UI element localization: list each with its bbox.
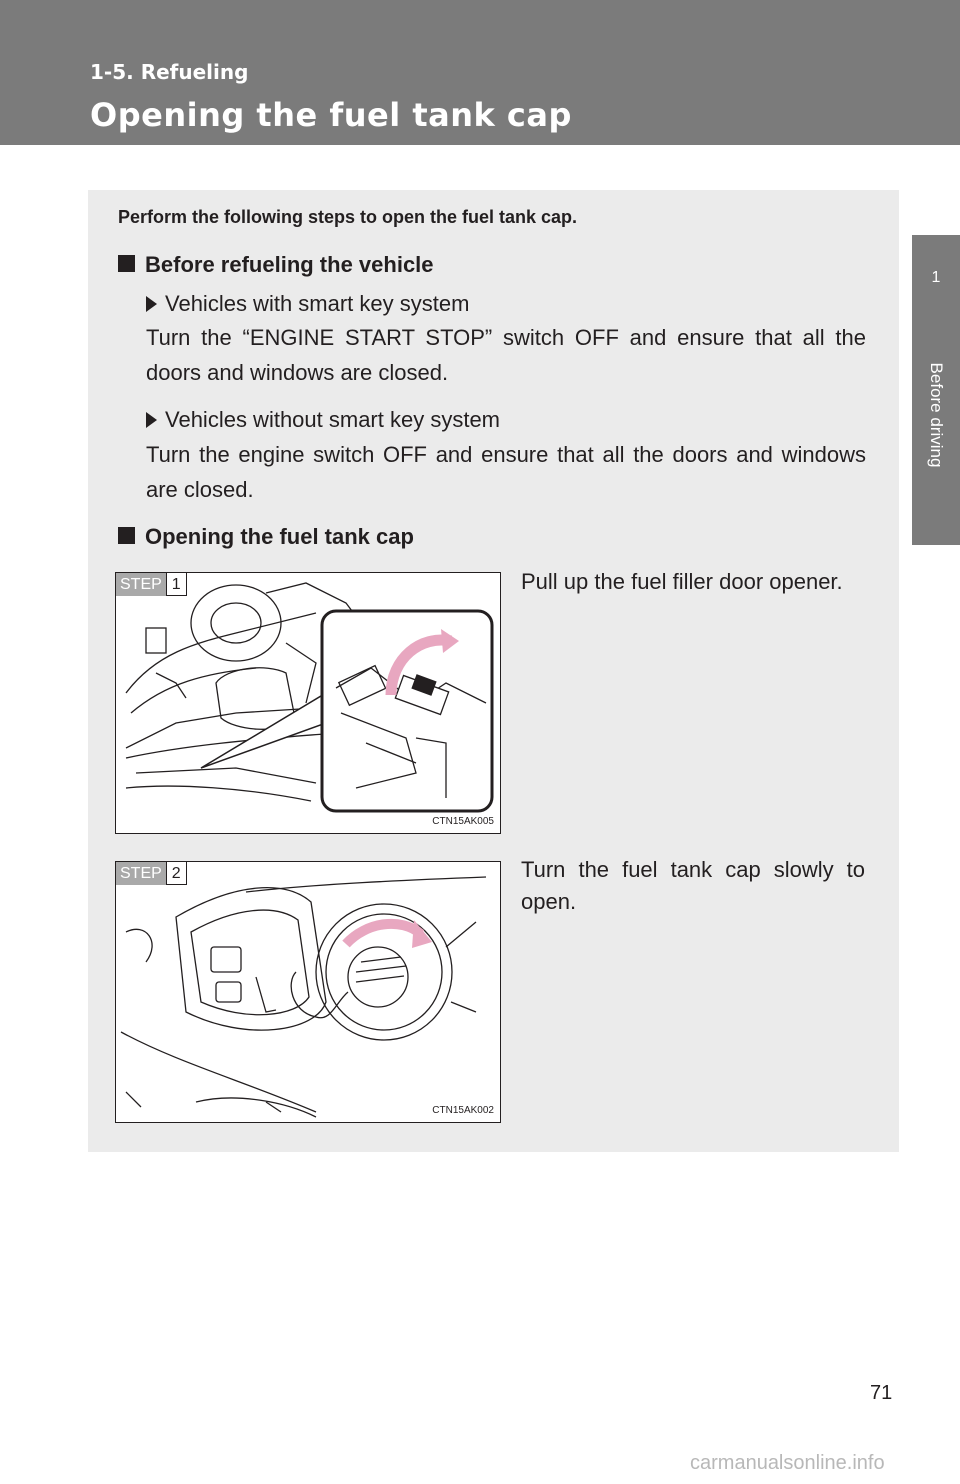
step-badge-number: 2: [166, 862, 187, 885]
intro-text: Perform the following steps to open the fuel tank cap.: [118, 207, 578, 227]
opening-heading-text: Opening the fuel tank cap: [145, 524, 414, 549]
chapter-name: Before driving: [927, 362, 946, 468]
figure-code: CTN15AK005: [432, 816, 494, 827]
opening-heading: [118, 524, 414, 550]
smart-key-label: [146, 291, 469, 317]
step-1-text: Pull up the fuel filler door opener.: [521, 569, 843, 594]
section-label: 1-5. Refueling: [90, 60, 249, 84]
page-number: 71: [870, 1382, 893, 1404]
step-1-figure: [115, 572, 501, 834]
no-smart-key-text: Turn the engine switch OFF and ensure that all the doors and windows are closed.: [146, 442, 866, 502]
square-bullet-icon: [118, 255, 135, 272]
before-refueling-heading: [118, 252, 434, 278]
triangle-bullet-icon: [146, 296, 157, 312]
square-bullet-icon: [118, 527, 135, 544]
fuel-door-opener-illustration: [116, 573, 500, 833]
no-smart-key-label: [146, 407, 500, 433]
step-2-badge: [116, 862, 187, 885]
step-1-badge: [116, 573, 187, 596]
before-refueling-heading-text: Before refueling the vehicle: [145, 252, 434, 277]
step-2-text: Turn the fuel tank cap slowly to open.: [521, 857, 865, 914]
page-title: Opening the fuel tank cap: [90, 96, 572, 134]
smart-key-text: Turn the “ENGINE START STOP” switch OFF and ensure that all the doors and windows are closed.: [146, 325, 866, 385]
step-badge-label: STEP: [116, 573, 166, 596]
step-badge-number: 1: [166, 573, 187, 596]
chapter-tab[interactable]: [912, 235, 960, 545]
triangle-bullet-icon: [146, 412, 157, 428]
no-smart-key-label-text: Vehicles without smart key system: [165, 407, 501, 432]
figure-code: CTN15AK002: [432, 1105, 494, 1116]
smart-key-label-text: Vehicles with smart key system: [165, 291, 470, 316]
fuel-tank-cap-illustration: [116, 862, 500, 1122]
watermark: carmanualsonline.info: [690, 1452, 885, 1474]
page-header: [0, 0, 960, 145]
chapter-number: 1: [931, 269, 941, 286]
step-badge-label: STEP: [116, 862, 166, 885]
step-2-figure: [115, 861, 501, 1123]
